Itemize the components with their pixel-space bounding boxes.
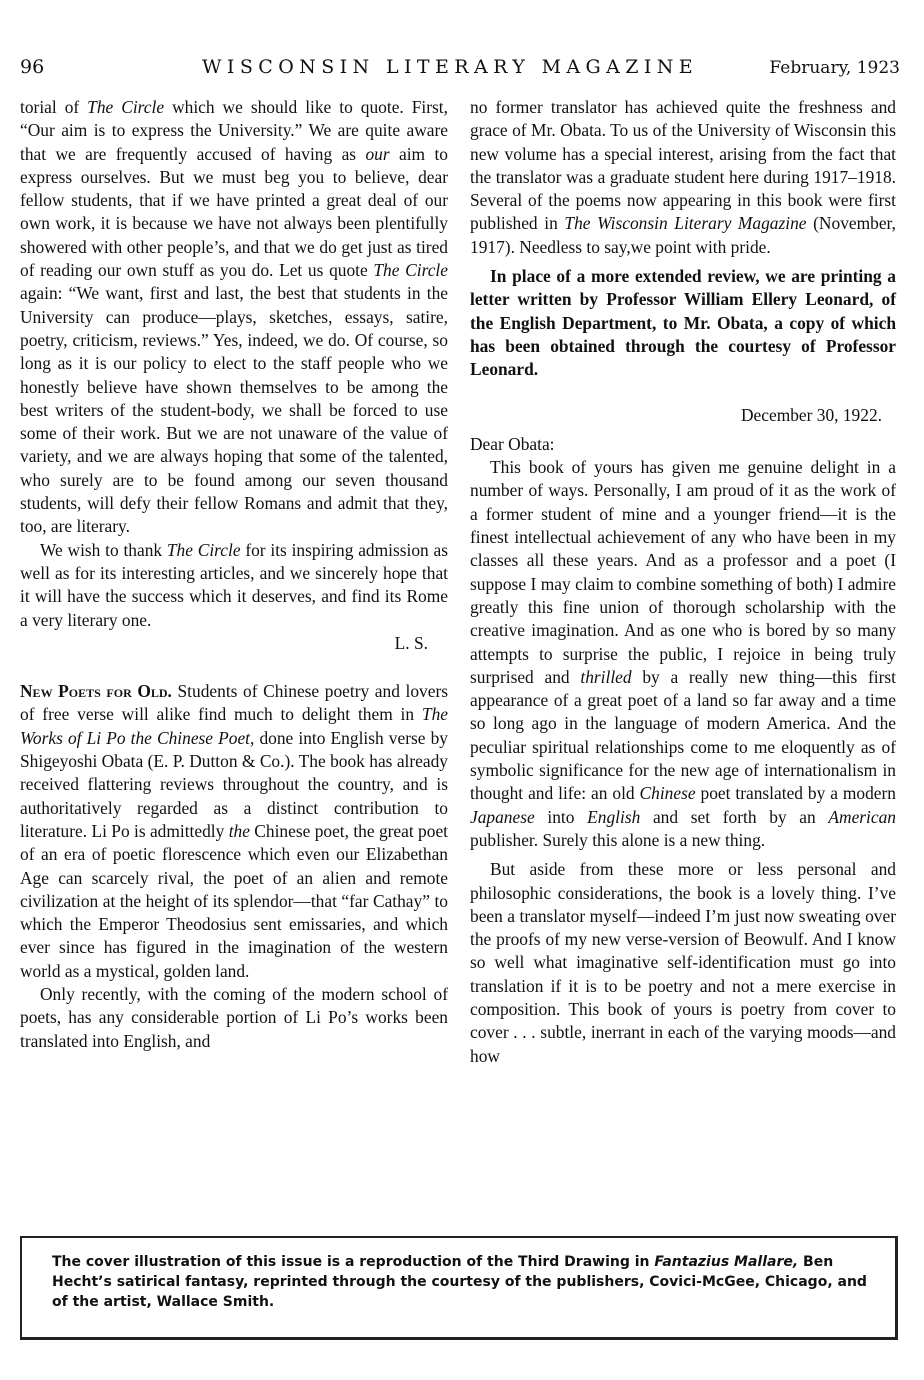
signature-line [20,632,448,655]
paragraph: no former translator has achieved quite the freshness and grace of Mr. Obata. To us of the University of Wisconsin this new volume has a special interest, arising from the fact that the translator was a graduate student here during 1917–1918. Several of the poems now appearing in this book were first published in The Wisconsin Literary Magazine (November, 1917). Needless to say,we point with pride. [470,97,896,257]
paragraph: torial of The Circle which we should like to quote. First, “Our aim is to express the University.” We are quite aware that we are frequently accused of having as our aim to express ourselves. But we must beg you to believe, dear fellow students, that if we have printed a great deal of our own work, it is because we have not always been plentifully showered with other people’s, and that we do get just as tired of reading our own stuff as you do. Let us quote The Circle again: “We want, first and last, the best that students in the University can produce—plays, sketches, essays, satire, poetry, criticism, reviews.” Yes, indeed, we do. Of course, so long as it is our policy to elect to the staff people who we honestly believe have shown themselves to be among the best writers of the student-body, we shall be forced to use some of their work. But we are not unaware of the value of variety, and we are always hoping that some of the talented, who surely are to be found among our seven thousand students, will defy their fellow Romans and admit that they, too, are literary. [20,97,448,537]
section-heading: New Poets for Old. [20,681,172,702]
paragraph: New Poets for Old. Students of Chinese poetry and lovers of free verse will alike find much to delight them in The Works of Li Po the Chinese Poet, done into English verse by Shigeyoshi Obata (E. P. Dutton & Co.). The book has already received flattering reviews throughout the country, and is authoritatively regarded as a distinct contribution to literature. Li Po is admittedly the Chinese poet, the great poet of an era of poetic florescence which even our Elizabethan Age can scarcely rival, the poet of an alien and remote civilization at the height of its splendor—that “far Cathay” to which the Emperor Theodosius sent emissaries, and which ever since has figured in the imagination of the western world as a mystical, golden land. [20,681,449,981]
paragraph: This book of yours has given me genuine delight in a number of ways. Personally, I am proud of it as the work of a former student of mine and a younger friend—it is the finest intellectual achievement of any who have been in my classes all these years. And as a professor and a poet (I suppose I may claim to combine something of both) I admire greatly this fine union of thorough scholarship with the creative imagination. And as one who is bored by so many attempts to surprise the public, I rejoice in being truly surprised and thrilled by a really new thing—this first appearance of a great poet of a land so far away and a time so long ago in the language of modern America. And the peculiar spiritual relationships come to me eloquently as of symbolic significance for the new age of internationalism in thought and life: an old Chinese poet translated by a modern Japanese into English and set forth by an American publisher. Surely this alone is a new thing. [470,457,897,850]
paragraph: We wish to thank The Circle for its inspiring admission as well as for its interesting articles, and we sincerely hope that it will have the success which it deserves, and find its Rome a very literary one. [20,539,448,630]
magazine-title: WISCONSIN LITERARY MAGAZINE [202,56,699,78]
letter-salutation: Dear Obata: [470,433,555,454]
left-column [20,96,448,1053]
cover-notice-box: The cover illustration of this issue is a reproduction of the Third Drawing in Fantazius Mallare, Ben Hecht’s satirical fantasy, reprinted through the courtesy of the publishers, Covici-McGee, Chicago, and of the artist, Wallace Smith. [20,1236,898,1340]
letter-date: December 30, 1922. [740,404,882,425]
paragraph: Only recently, with the coming of the modern school of poets, has any considerable portion of Li Po’s works been translated into English, and [20,983,448,1051]
right-column [470,96,896,1068]
paragraph: In place of a more extended review, we are printing a letter written by Professor William Ellery Leonard, of the English Department, to Mr. Obata, a copy of which has been obtained through the courtesy of Professor Leonard. [470,266,896,380]
page-number: 96 [20,56,45,78]
author-initials: L. S. [394,632,428,653]
issue-date: February, 1923 [769,58,900,78]
page-header [20,56,900,86]
paragraph: But aside from these more or less personal and philosophic considerations, the book is a lovely thing. I’ve been a translator myself—indeed I’m just now sweating over the proofs of my new verse-version of Beowulf. And I know so well what imaginative self-identification must go into translation if it is to be poetry and not a mere exercise in composition. This book of yours is poetry from cover to cover . . . subtle, inerrant in each of the varying moods—and how [470,859,896,1066]
